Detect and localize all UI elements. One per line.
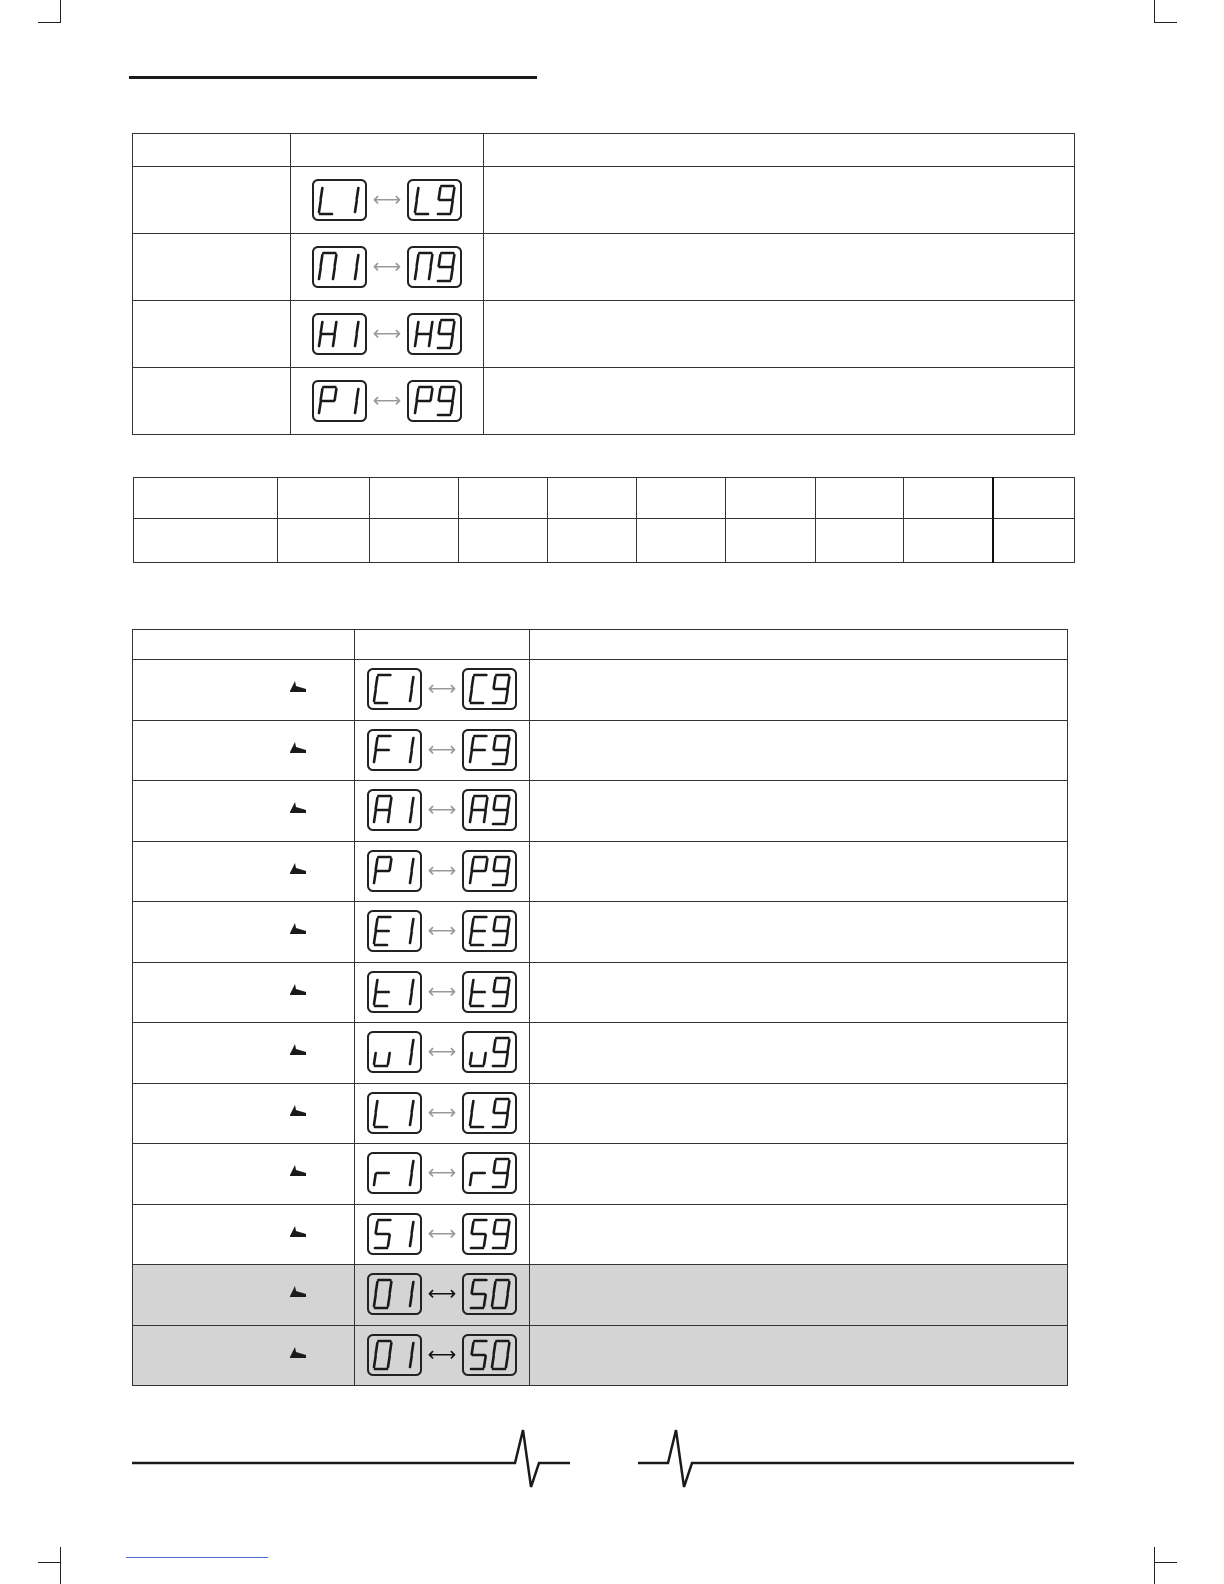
display-range <box>367 1031 518 1073</box>
table-row <box>133 841 1068 902</box>
display-start <box>367 668 422 710</box>
display-start <box>367 1031 422 1073</box>
header-cell <box>133 134 291 167</box>
display-start <box>367 729 422 771</box>
label-cell <box>133 368 291 435</box>
display-cell <box>355 841 530 902</box>
link-underline <box>126 1557 268 1558</box>
grid-cell <box>134 478 278 519</box>
grid-cell <box>637 519 726 563</box>
table-row <box>133 1083 1068 1144</box>
scraper-tool-icon <box>288 1043 308 1057</box>
display-start <box>312 380 367 422</box>
display-cell <box>355 1325 530 1386</box>
header-cell <box>530 630 1068 660</box>
double-arrow-icon: ⟷ <box>372 188 402 211</box>
double-arrow-icon: ⟷ <box>372 322 402 345</box>
display-end <box>462 668 517 710</box>
grid-cell <box>278 519 370 563</box>
double-arrow-icon: ⟷ <box>427 859 457 882</box>
display-end <box>462 910 517 952</box>
grid-cell <box>993 519 1075 563</box>
label-cell <box>133 1144 355 1205</box>
description-cell <box>530 902 1068 963</box>
grid-cell <box>993 478 1075 519</box>
description-cell <box>530 841 1068 902</box>
table-row <box>133 301 1075 368</box>
display-end <box>462 729 517 771</box>
display-cell <box>355 720 530 781</box>
double-arrow-icon: ⟷ <box>427 1343 457 1366</box>
description-cell <box>530 1144 1068 1205</box>
display-start <box>367 1092 422 1134</box>
crop-mark-top-right-v <box>1154 0 1155 22</box>
label-cell <box>133 841 355 902</box>
table-row <box>133 1325 1068 1386</box>
display-range <box>312 179 463 221</box>
double-arrow-icon: ⟷ <box>427 1222 457 1245</box>
display-start <box>367 1334 422 1376</box>
display-range <box>367 1152 518 1194</box>
display-range <box>367 910 518 952</box>
display-end <box>462 1092 517 1134</box>
footer-pulse-line-left <box>130 1422 575 1492</box>
table-row <box>133 368 1075 435</box>
display-cell <box>355 902 530 963</box>
display-end <box>462 789 517 831</box>
display-range <box>367 789 518 831</box>
description-cell <box>530 781 1068 842</box>
label-cell <box>133 167 291 234</box>
display-range <box>367 729 518 771</box>
description-cell <box>484 234 1075 301</box>
display-range <box>367 971 518 1013</box>
crop-mark-bottom-right-h <box>1154 1562 1177 1563</box>
grid-cell <box>370 519 459 563</box>
display-start <box>367 1273 422 1315</box>
display-start <box>367 971 422 1013</box>
display-range <box>312 313 463 355</box>
label-cell <box>133 234 291 301</box>
scraper-tool-icon <box>288 1346 308 1360</box>
display-end <box>462 971 517 1013</box>
double-arrow-icon: ⟷ <box>427 1041 457 1064</box>
display-start <box>367 789 422 831</box>
display-range <box>367 850 518 892</box>
display-end <box>407 246 462 288</box>
display-start <box>312 246 367 288</box>
grid-cell <box>134 519 278 563</box>
label-cell <box>133 962 355 1023</box>
double-arrow-icon: ⟷ <box>372 255 402 278</box>
display-start <box>312 313 367 355</box>
display-end <box>407 313 462 355</box>
label-cell <box>133 1265 355 1326</box>
table-row <box>133 167 1075 234</box>
description-cell <box>530 1023 1068 1084</box>
grid-row <box>134 478 1075 519</box>
label-cell <box>133 1325 355 1386</box>
description-cell <box>530 1083 1068 1144</box>
scraper-tool-icon <box>288 1225 308 1239</box>
display-end <box>407 179 462 221</box>
crop-mark-top-left-h <box>38 22 61 23</box>
scraper-tool-icon <box>288 983 308 997</box>
double-arrow-icon: ⟷ <box>427 738 457 761</box>
display-cell <box>291 368 484 435</box>
footer-pulse-line-right <box>634 1422 1079 1492</box>
display-cell <box>355 1204 530 1265</box>
scraper-tool-icon <box>288 1164 308 1178</box>
scraper-tool-icon <box>288 741 308 755</box>
display-start <box>367 1152 422 1194</box>
scraper-tool-icon <box>288 1104 308 1118</box>
display-range <box>367 668 518 710</box>
grid-cell <box>726 519 816 563</box>
display-range <box>367 1213 518 1255</box>
scraper-tool-icon <box>288 922 308 936</box>
grid-cell <box>637 478 726 519</box>
display-cell <box>355 781 530 842</box>
display-range <box>367 1334 518 1376</box>
table-row <box>133 1265 1068 1326</box>
grid-cell <box>548 478 637 519</box>
label-cell <box>133 301 291 368</box>
grid-cell <box>548 519 637 563</box>
description-cell <box>530 720 1068 781</box>
display-start <box>367 850 422 892</box>
table-row <box>133 1144 1068 1205</box>
double-arrow-icon: ⟷ <box>427 1101 457 1124</box>
crop-mark-top-right-h <box>1154 22 1177 23</box>
display-end <box>462 1031 517 1073</box>
grid-cell <box>370 478 459 519</box>
grid-cell <box>904 519 993 563</box>
header-cell <box>355 630 530 660</box>
display-cell <box>355 1083 530 1144</box>
speed-levels-table <box>132 133 1075 435</box>
crop-mark-top-left-v <box>60 0 61 22</box>
grid-row <box>134 519 1075 563</box>
grid-cell <box>904 478 993 519</box>
description-cell <box>484 301 1075 368</box>
grid-cell <box>459 519 548 563</box>
display-cell <box>291 301 484 368</box>
table-row <box>133 1204 1068 1265</box>
grid-cell <box>816 478 904 519</box>
parameter-grid-table <box>133 477 1075 563</box>
display-range <box>367 1273 518 1315</box>
scraper-tool-icon <box>288 862 308 876</box>
description-cell <box>530 962 1068 1023</box>
label-cell <box>133 720 355 781</box>
display-start <box>312 179 367 221</box>
display-end <box>462 1213 517 1255</box>
label-cell <box>133 902 355 963</box>
scraper-tool-icon <box>288 801 308 815</box>
crop-mark-bottom-left-v <box>60 1547 61 1584</box>
table-row <box>133 234 1075 301</box>
display-cell <box>355 1023 530 1084</box>
header-cell <box>291 134 484 167</box>
table-header-row <box>133 630 1068 660</box>
display-cell <box>291 234 484 301</box>
display-cell <box>291 167 484 234</box>
crop-mark-bottom-left-h <box>38 1562 61 1563</box>
title-underline <box>129 76 537 79</box>
double-arrow-icon: ⟷ <box>372 389 402 412</box>
header-cell <box>484 134 1075 167</box>
double-arrow-icon: ⟷ <box>427 799 457 822</box>
label-cell <box>133 1083 355 1144</box>
label-cell <box>133 1023 355 1084</box>
display-end <box>462 1273 517 1315</box>
label-cell <box>133 660 355 721</box>
display-range <box>367 1092 518 1134</box>
double-arrow-icon: ⟷ <box>427 678 457 701</box>
double-arrow-icon: ⟷ <box>427 980 457 1003</box>
label-cell <box>133 1204 355 1265</box>
grid-cell <box>278 478 370 519</box>
description-cell <box>530 660 1068 721</box>
grid-cell <box>459 478 548 519</box>
table-row <box>133 720 1068 781</box>
crop-mark-bottom-right-v <box>1154 1547 1155 1584</box>
display-cell <box>355 962 530 1023</box>
description-cell <box>530 1265 1068 1326</box>
display-end <box>462 1334 517 1376</box>
description-cell <box>530 1325 1068 1386</box>
grid-cell <box>726 478 816 519</box>
table-row <box>133 962 1068 1023</box>
grid-cell <box>816 519 904 563</box>
table-row <box>133 660 1068 721</box>
display-start <box>367 910 422 952</box>
description-cell <box>484 368 1075 435</box>
double-arrow-icon: ⟷ <box>427 920 457 943</box>
scraper-tool-icon <box>288 680 308 694</box>
double-arrow-icon: ⟷ <box>427 1162 457 1185</box>
display-end <box>407 380 462 422</box>
display-cell <box>355 660 530 721</box>
display-end <box>462 1152 517 1194</box>
table-header-row <box>133 134 1075 167</box>
table-row <box>133 902 1068 963</box>
display-end <box>462 850 517 892</box>
display-cell <box>355 1265 530 1326</box>
description-cell <box>530 1204 1068 1265</box>
table-row <box>133 781 1068 842</box>
display-cell <box>355 1144 530 1205</box>
function-settings-table <box>132 629 1068 1386</box>
scraper-tool-icon <box>288 1285 308 1299</box>
double-arrow-icon: ⟷ <box>427 1283 457 1306</box>
header-cell <box>133 630 355 660</box>
display-range <box>312 246 463 288</box>
description-cell <box>484 167 1075 234</box>
display-start <box>367 1213 422 1255</box>
table-row <box>133 1023 1068 1084</box>
label-cell <box>133 781 355 842</box>
display-range <box>312 380 463 422</box>
